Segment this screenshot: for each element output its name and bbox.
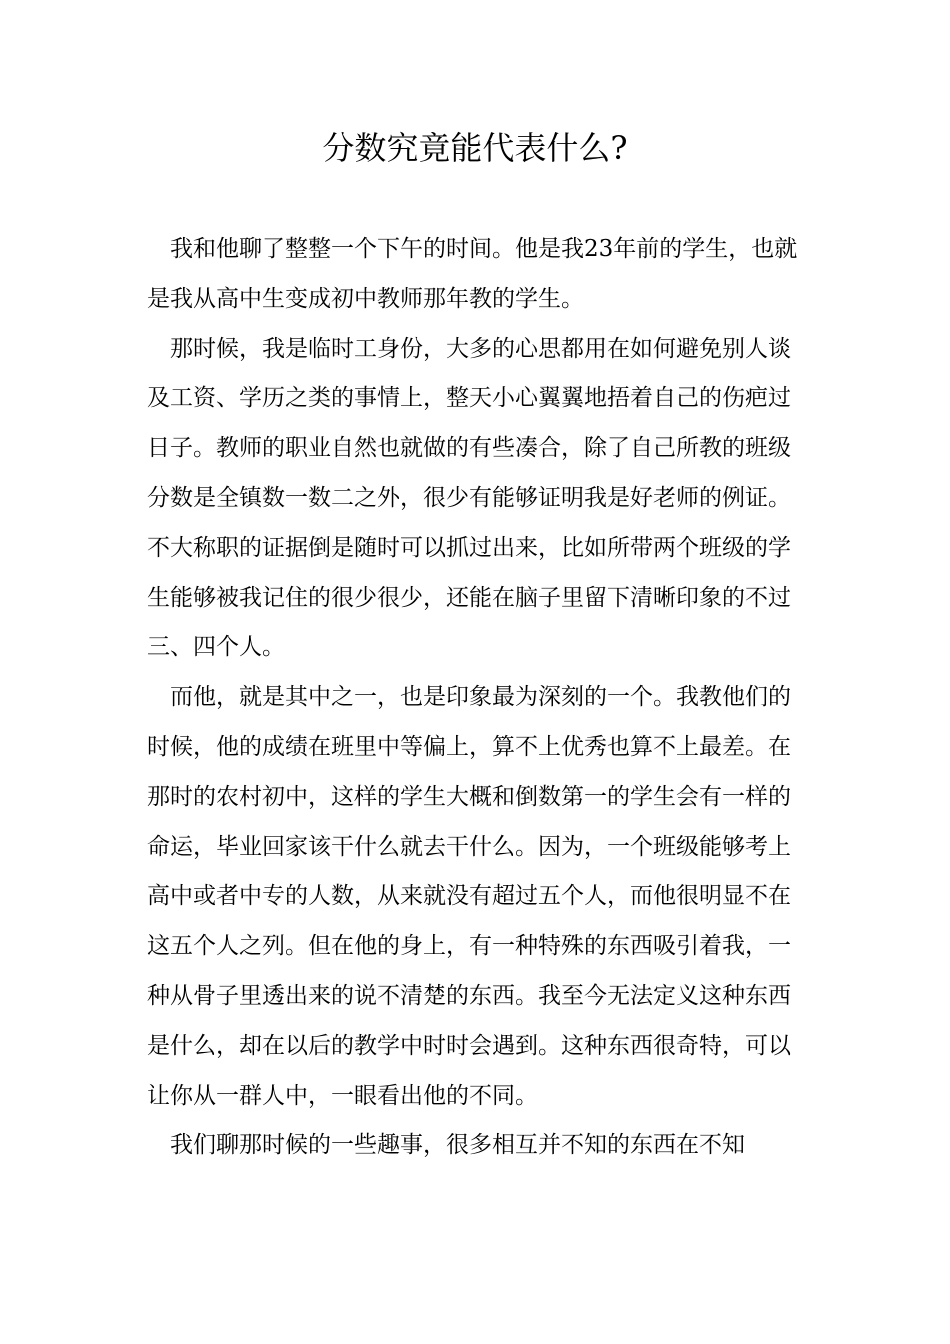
paragraph: 我们聊那时候的一些趣事，很多相互并不知的东西在不知 xyxy=(170,1132,745,1159)
paragraph: 我和他聊了整整一个下午的时间。他是我23年前的学生，也就是我从高中生变成初中教师那年教的学生。 xyxy=(147,236,798,312)
paragraph: 那时候，我是临时工身份，大多的心思都用在如何避免别人谈及工资、学历之类的事情上，整天小心翼翼地捂着自己的伤疤过日子。教师的职业自然也就做的有些凑合，除了自己所教的班级分数是全镇数一数二之外，很少有能够证明我是好老师的例证。不大称职的证据倒是随时可以抓过出来，比如所带两个班级的学生能够被我记住的很少很少，还能在脑子里留下清晰印象的不过三、四个人。 xyxy=(147,335,791,661)
document-body xyxy=(147,225,807,1171)
document-title: 分数究竟能代表什么? xyxy=(322,129,628,167)
paragraph: 而他，就是其中之一，也是印象最为深刻的一个。我教他们的时候，他的成绩在班里中等偏上，算不上优秀也算不上最差。在那时的农村初中，这样的学生大概和倒数第一的学生会有一样的命运，毕业回家该干什么就去干什么。因为，一个班级能够考上高中或者中专的人数，从来就没有超过五个人，而他很明显不在这五个人之列。但在他的身上，有一种特殊的东西吸引着我，一种从骨子里透出来的说不清楚的东西。我至今无法定义这种东西是什么，却在以后的教学中时时会遇到。这种东西很奇特，可以让你从一群人中，一眼看出他的不同。 xyxy=(147,684,791,1109)
